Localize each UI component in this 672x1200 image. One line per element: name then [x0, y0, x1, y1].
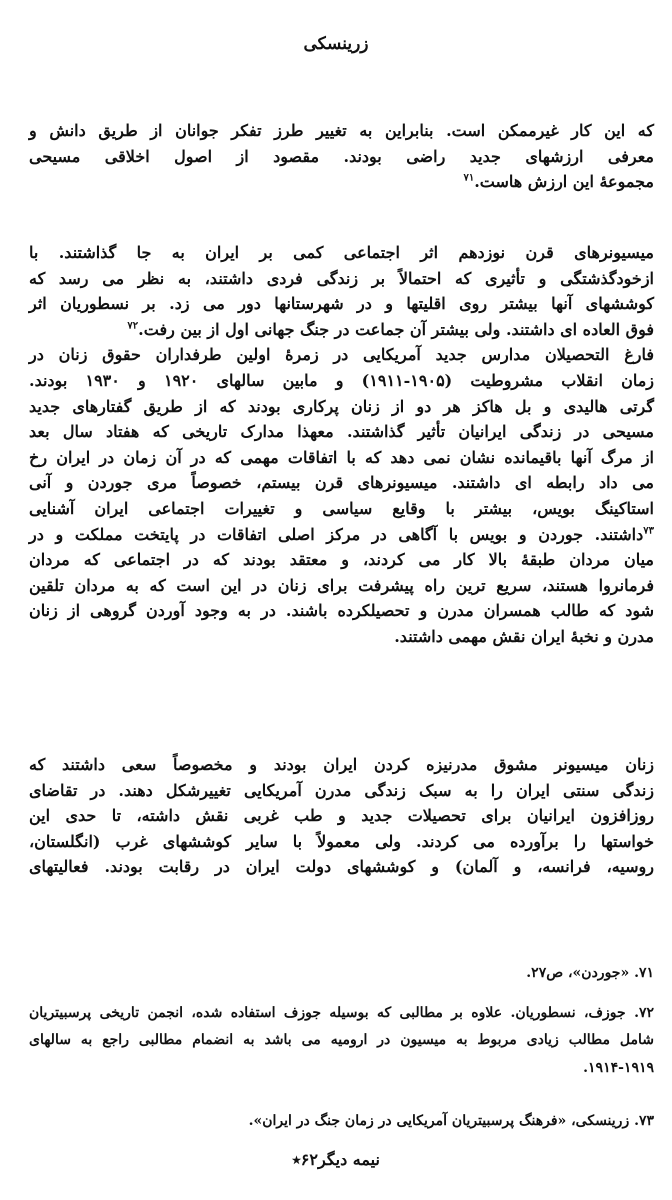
- paragraph-line: خواستها را برآورده می کردند. ولی معمولاً با سایر کوششهای غرب (انگلستان،: [29, 831, 654, 851]
- paragraph-line: استاکینگ بویس، بیشتر با وقایع سیاسی و تغییرات اجتماعی ایران آشنایی: [29, 498, 654, 518]
- paragraph-line: روسیه، فرانسه، و آلمان) و کوششهای دولت ایران در رقابت بودند. فعالیتهای: [29, 857, 654, 877]
- paragraph-line: زمان انقلاب مشروطیت (۱۹۰۵-۱۹۱۱) و مابین سالهای ۱۹۲۰ و ۱۹۳۰ بودند.: [29, 370, 655, 390]
- paragraph-line: میان مردان طبقهٔ بالا کار می کردند، و معتقد بودند که در اجتماعی که مردان: [29, 550, 654, 570]
- footnote-line: شامل مطالب زیادی مربوط به میسیون در ارومیه می باشد به انضمام مطالبی راجع به سالهای: [29, 1032, 654, 1049]
- footnote-marker: ۷۳: [643, 525, 654, 537]
- paragraph-line: از مرگ آنها باقیمانده نشان نمی دهد که با اتفاقات مهمی که در آن زمان در ایران رخ: [29, 447, 654, 467]
- footnote-marker: ۷۱: [463, 172, 475, 184]
- paragraph-line: زندگی سنتی ایران را به سبک زندگی مدرن آمریکایی تغییرشکل دهند. در تقاضای: [29, 780, 654, 800]
- footnote-line: ۱۹۱۴-۱۹۱۹.: [583, 1059, 654, 1076]
- paragraph-line: [29, 169, 654, 195]
- paragraph-line: گرتی هالیدی و بل هاکز هر دو از زنان پرکاری بودند که از طریق گفتارهای جدید: [29, 396, 655, 416]
- paragraph-line: [29, 317, 654, 343]
- paragraph-1: [29, 118, 654, 195]
- paragraph-line: [29, 522, 654, 548]
- paragraph-line-text: فوق العاده ای داشتند. ولی بیشتر آن جماعت در جنگ جهانی اول از بین رفت.: [138, 319, 654, 339]
- paragraph-line: میسیونرهای قرن نوزدهم اثر اجتماعی کمی بر ایران به جا گذاشتند. با: [29, 243, 654, 262]
- paragraph-line: کوششهای آنها بیشتر روی اقلیتها و در شهرستانها دور می زد. بر نسطوریان اثر: [29, 294, 654, 314]
- paragraph-line-text: داشتند. جوردن و بویس با آگاهی در مرکز اصلی اتفاقات در پایتخت مملکت و در: [29, 524, 644, 544]
- running-head: زرینسکی: [303, 34, 369, 54]
- paragraph-line: فرمانروا هستند، سریع ترین راه پیشرفت برای زنان در این است که به مردان تلقین: [29, 575, 654, 595]
- paragraph-line-text: مجموعهٔ این ارزش هاست.: [474, 172, 654, 192]
- footnote-71: ۷۱. «جوردن»، ص۲۷.: [526, 965, 654, 981]
- footnote-72: [29, 1000, 654, 1082]
- paragraph-line: فارغ التحصیلان مدارس جدید آمریکایی در زمرهٔ اولین طرفداران حقوق زنان در: [29, 345, 654, 365]
- paragraph-2: [29, 240, 654, 650]
- paragraph-line: روزافزون ایرانیان برای تحصیلات جدید و طب غربی نقش داشته، تا حدی این: [29, 806, 654, 826]
- page-footer: نیمه دیگر۶۲٭: [292, 1150, 380, 1169]
- footnote-marker: ۷۲: [127, 320, 139, 332]
- paragraph-line: معرفی ارزشهای جدید راضی بودند. مقصود از اصول اخلاقی مسیحی: [29, 146, 654, 166]
- footnote-line: ۷۲. جوزف، نسطوریان. علاوه بر مطالبی که بوسیله جوزف استفاده شده، انجمن تاریخی پرسبیتریان: [29, 1005, 654, 1021]
- paragraph-line: زنان میسیونر مشوق مدرنیزه کردن ایران بودند و مخصوصاً سعی داشتند که: [29, 755, 654, 774]
- paragraph-3: [29, 752, 654, 880]
- paragraph-line: مسیحی در زندگی ایرانیان تأثیر گذاشتند. معهذا مدارک تاریخی که هفتاد سال بعد: [29, 422, 654, 442]
- footnote-73: ۷۳. زرینسکی، «فرهنگ پرسبیتریان آمریکایی در زمان جنگ در ایران».: [248, 1113, 654, 1129]
- paragraph-line: که این کار غیرممکن است. بنابراین به تغییر طرز تفکر جوانان از طریق دانش و: [29, 121, 654, 140]
- paragraph-line: ازخودگذشتگی و تأثیری که احتمالاً بر زندگی فردی داشتند، به نظر می رسد که: [29, 268, 654, 288]
- paragraph-line: شود که طالب همسران مدرن و تحصیلکرده باشند. در به وجود آوردن گروهی از زنان: [29, 601, 654, 621]
- paragraph-line: مدرن و نخبهٔ ایران نقش مهمی داشتند.: [394, 626, 654, 646]
- paragraph-line: می داد رابطه ای داشتند. میسیونرهای قرن بیستم، خصوصاً مری جوردن و آنی: [29, 473, 654, 493]
